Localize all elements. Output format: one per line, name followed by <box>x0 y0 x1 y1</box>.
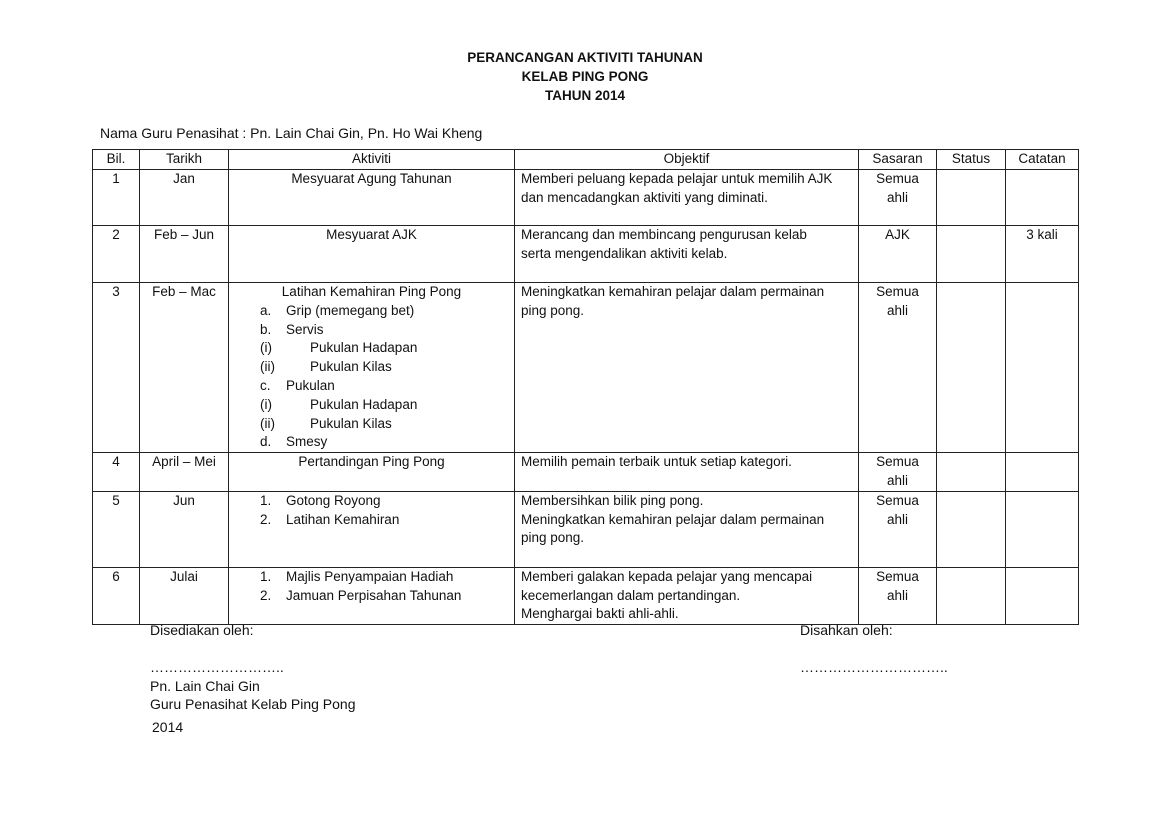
advisor-line: Nama Guru Penasihat : Pn. Lain Chai Gin, Pn. Ho Wai Kheng <box>100 125 483 141</box>
list-item: 2. Latihan Kemahiran <box>260 511 400 527</box>
objective-line: Meningkatkan kemahiran pelajar dalam permainan <box>521 511 825 527</box>
cell-tarikh: Feb – Mac <box>140 283 229 453</box>
header-sasaran: Sasaran <box>859 150 937 170</box>
list-item: (i) Pukulan Hadapan <box>260 396 418 412</box>
cell-sasaran <box>859 226 937 283</box>
objective-line: Merancang dan membincang pengurusan kelab <box>521 227 807 242</box>
table-row <box>93 453 1079 492</box>
header-tarikh: Tarikh <box>140 150 229 170</box>
header-aktiviti: Aktiviti <box>229 150 515 170</box>
objective-line: serta mengendalikan aktiviti kelab. <box>521 245 728 261</box>
header-catatan: Catatan <box>1006 150 1079 170</box>
cell-sasaran <box>859 170 937 226</box>
cell-bil: 1 <box>93 170 140 226</box>
cell-status <box>937 170 1006 226</box>
header-bil: Bil. <box>93 150 140 170</box>
cell-catatan <box>1006 567 1079 624</box>
header-objektif: Objektif <box>515 150 859 170</box>
objective-line: kecemerlangan dalam pertandingan. <box>521 587 741 603</box>
cell-objektif <box>515 491 859 567</box>
cell-catatan <box>1006 453 1079 492</box>
cell-tarikh: Feb – Jun <box>140 226 229 283</box>
target-line: Semua <box>876 492 919 508</box>
cell-status <box>937 491 1006 567</box>
objective-line: ping pong. <box>521 302 585 318</box>
list-item: (i) Pukulan Hadapan <box>260 340 418 356</box>
list-item: (ii) Pukulan Kilas <box>260 359 392 375</box>
list-item: c. Pukulan <box>260 377 335 393</box>
cell-tarikh: Jan <box>140 170 229 226</box>
objective-line: Meningkatkan kemahiran pelajar dalam permainan <box>521 284 825 299</box>
cell-aktiviti: Pertandingan Ping Pong <box>229 453 515 492</box>
table-row <box>93 226 1079 283</box>
table-row <box>93 491 1079 567</box>
activity-plan-table <box>92 149 1079 625</box>
cell-catatan: 3 kali <box>1006 226 1079 283</box>
document-title: PERANCANGAN AKTIVITI TAHUNAN <box>467 50 703 65</box>
cell-objektif <box>515 283 859 453</box>
target-line: Semua <box>876 454 919 470</box>
list-item: 2. Jamuan Perpisahan Tahunan <box>260 587 462 603</box>
approved-by-label: Disahkan oleh: <box>800 622 893 638</box>
objective-line: ping pong. <box>521 530 585 546</box>
objective-line: dan mencadangkan aktiviti yang diminati. <box>521 189 768 205</box>
preparer-role: Guru Penasihat Kelab Ping Pong <box>150 696 356 712</box>
list-item: a. Grip (memegang bet) <box>260 302 415 318</box>
cell-objektif <box>515 226 859 283</box>
cell-objektif <box>515 170 859 226</box>
year-heading: TAHUN 2014 <box>544 88 626 103</box>
objective-line: Memberi peluang kepada pelajar untuk memilih AJK <box>521 171 833 186</box>
table-row <box>93 567 1079 624</box>
list-item: 1. Majlis Penyampaian Hadiah <box>260 568 454 584</box>
target-line: ahli <box>886 189 908 205</box>
target-line: ahli <box>886 302 908 318</box>
header-status: Status <box>937 150 1006 170</box>
footer-year: 2014 <box>152 719 184 735</box>
cell-tarikh: Jun <box>140 491 229 567</box>
objective-line: Memberi galakan kepada pelajar yang mencapai <box>521 568 813 584</box>
cell-sasaran <box>859 453 937 492</box>
club-name: KELAB PING PONG <box>521 69 649 84</box>
prepared-by-label: Disediakan oleh: <box>150 622 254 638</box>
cell-sasaran <box>859 567 937 624</box>
cell-status <box>937 226 1006 283</box>
cell-catatan <box>1006 283 1079 453</box>
cell-catatan <box>1006 491 1079 567</box>
target-line: ahli <box>886 587 908 603</box>
cell-catatan <box>1006 170 1079 226</box>
target-line: ahli <box>886 472 908 488</box>
table-row <box>93 170 1079 226</box>
cell-status <box>937 453 1006 492</box>
list-item: 1. Gotong Royong <box>260 492 381 508</box>
preparer-name: Pn. Lain Chai Gin <box>150 678 260 694</box>
cell-aktiviti: Mesyuarat Agung Tahunan <box>229 170 515 226</box>
cell-status <box>937 283 1006 453</box>
cell-sasaran <box>859 491 937 567</box>
cell-objektif <box>515 567 859 624</box>
cell-objektif <box>515 453 859 492</box>
target-line: ahli <box>886 511 908 527</box>
table-row <box>93 283 1079 453</box>
cell-aktiviti <box>229 491 515 567</box>
prepared-signature-line: ……………………….. <box>150 659 284 675</box>
target-line: AJK <box>885 227 910 242</box>
objective-line: Memilih pemain terbaik untuk setiap kategori. <box>521 454 792 470</box>
cell-aktiviti: Mesyuarat AJK <box>229 226 515 283</box>
target-line: Semua <box>876 284 919 299</box>
list-item: b. Servis <box>260 321 324 337</box>
cell-tarikh: April – Mei <box>140 453 229 492</box>
cell-tarikh: Julai <box>140 567 229 624</box>
table-header-row <box>93 150 1079 170</box>
activity-title: Latihan Kemahiran Ping Pong <box>281 284 462 299</box>
cell-status <box>937 567 1006 624</box>
cell-aktiviti <box>229 283 515 453</box>
target-line: Semua <box>876 171 919 186</box>
cell-bil: 5 <box>93 491 140 567</box>
cell-sasaran <box>859 283 937 453</box>
list-item: d. Smesy <box>260 434 328 450</box>
target-line: Semua <box>876 568 919 584</box>
cell-bil: 6 <box>93 567 140 624</box>
objective-line: Menghargai bakti ahli-ahli. <box>521 606 679 622</box>
list-item: (ii) Pukulan Kilas <box>260 415 392 431</box>
approved-signature-line: ………………………….. <box>800 659 948 675</box>
cell-bil: 2 <box>93 226 140 283</box>
cell-bil: 4 <box>93 453 140 492</box>
objective-line: Membersihkan bilik ping pong. <box>521 492 704 508</box>
cell-aktiviti <box>229 567 515 624</box>
cell-bil: 3 <box>93 283 140 453</box>
